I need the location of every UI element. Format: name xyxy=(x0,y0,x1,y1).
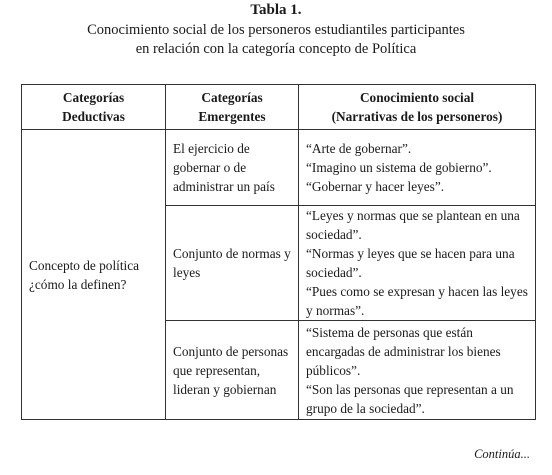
table-caption-subtitle-line2: en relación con la categoría concepto de Política xyxy=(135,41,417,57)
emergent-category-cell: Conjunto de personas que representan, lideran y gobiernan xyxy=(166,321,299,420)
header-deductive-line1: Categorías xyxy=(62,90,125,105)
header-emergent-line1: Categorías xyxy=(201,90,263,105)
header-deductive-line2: Deductivas xyxy=(62,109,125,124)
table-caption-title: Tabla 1. xyxy=(250,2,302,18)
narratives-cell xyxy=(299,130,536,206)
narrative-quote: “Son las personas que representan a un grupo de la sociedad”. xyxy=(306,381,514,416)
header-emergent-categories xyxy=(166,85,299,130)
narrative-quote: “Leyes y normas que se plantean en una sociedad”. xyxy=(306,208,520,242)
deductive-category-line1: Concepto de política xyxy=(29,257,140,273)
narrative-quote: “Imagino un sistema de gobierno”. xyxy=(306,160,492,175)
header-social-knowledge-line1: Conocimiento social xyxy=(359,90,475,105)
narrative-quote: “Arte de gobernar”. xyxy=(306,141,412,156)
continued-note: Continúa... xyxy=(474,447,530,461)
table-header-row xyxy=(22,85,536,130)
emergent-category-cell: El ejercicio de gobernar o de administrar un país xyxy=(166,130,299,206)
header-deductive-categories xyxy=(22,85,166,130)
table-caption-subtitle-line1: Conocimiento social de los personeros estudiantiles participantes xyxy=(87,22,465,38)
narrative-quote: “Gobernar y hacer leyes”. xyxy=(306,179,445,194)
header-social-knowledge xyxy=(299,85,536,130)
emergent-category-cell: Conjunto de normas y leyes xyxy=(166,206,299,321)
header-social-knowledge-line2: (Narrativas de los personeros) xyxy=(331,109,503,124)
narrative-quote: “Sistema de personas que están encargadas de administrar los bienes públicos”. xyxy=(306,324,501,378)
categories-table xyxy=(21,84,536,420)
deductive-category-line2: ¿cómo la definen? xyxy=(29,276,127,292)
table-row xyxy=(22,130,536,206)
header-emergent-line2: Emergentes xyxy=(198,109,266,124)
narrative-quote: “Normas y leyes que se hacen para una sociedad”. xyxy=(306,246,515,280)
narratives-cell xyxy=(299,321,536,420)
narrative-quote: “Pues como se expresan y hacen las leyes y normas”. xyxy=(306,284,528,318)
narratives-cell xyxy=(299,206,536,321)
deductive-category-cell xyxy=(22,130,166,420)
